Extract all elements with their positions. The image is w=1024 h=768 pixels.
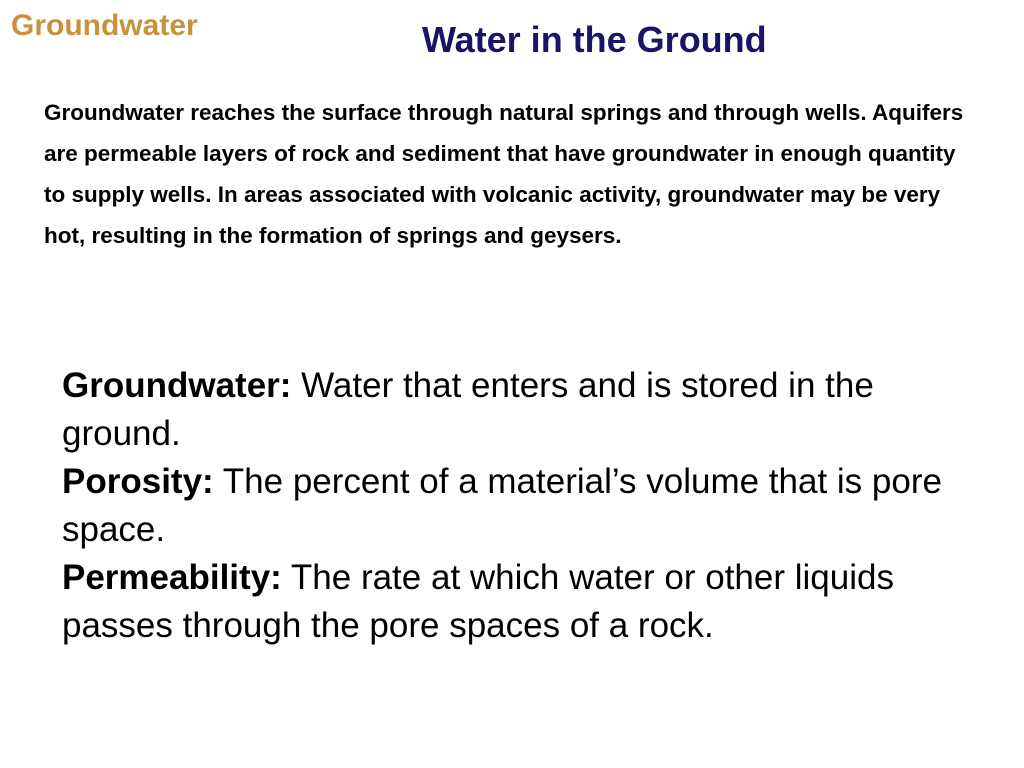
- definition-term: Permeability:: [62, 558, 282, 597]
- slide-title: Water in the Ground: [422, 19, 767, 60]
- section-label: Groundwater: [11, 9, 198, 42]
- definition-porosity: [62, 458, 962, 554]
- definition-text: The rate at which water or other liquids passes through the pore spaces of a rock.: [62, 558, 894, 645]
- definition-term: Porosity:: [62, 462, 214, 501]
- definition-groundwater: [62, 362, 962, 458]
- definition-text: The percent of a material’s volume that is pore space.: [62, 462, 942, 549]
- definition-term: Groundwater:: [62, 366, 292, 405]
- intro-paragraph: Groundwater reaches the surface through natural springs and through wells. Aquifers are permeable layers of rock and sediment that have groundwater in enough quantity to supply wells. In areas associated with volcanic activity, groundwater may be very hot, resulting in the formation of springs and geysers.: [44, 100, 964, 248]
- definition-permeability: [62, 554, 962, 650]
- definition-text: Water that enters and is stored in the ground.: [62, 366, 874, 453]
- definitions-list: [62, 362, 962, 650]
